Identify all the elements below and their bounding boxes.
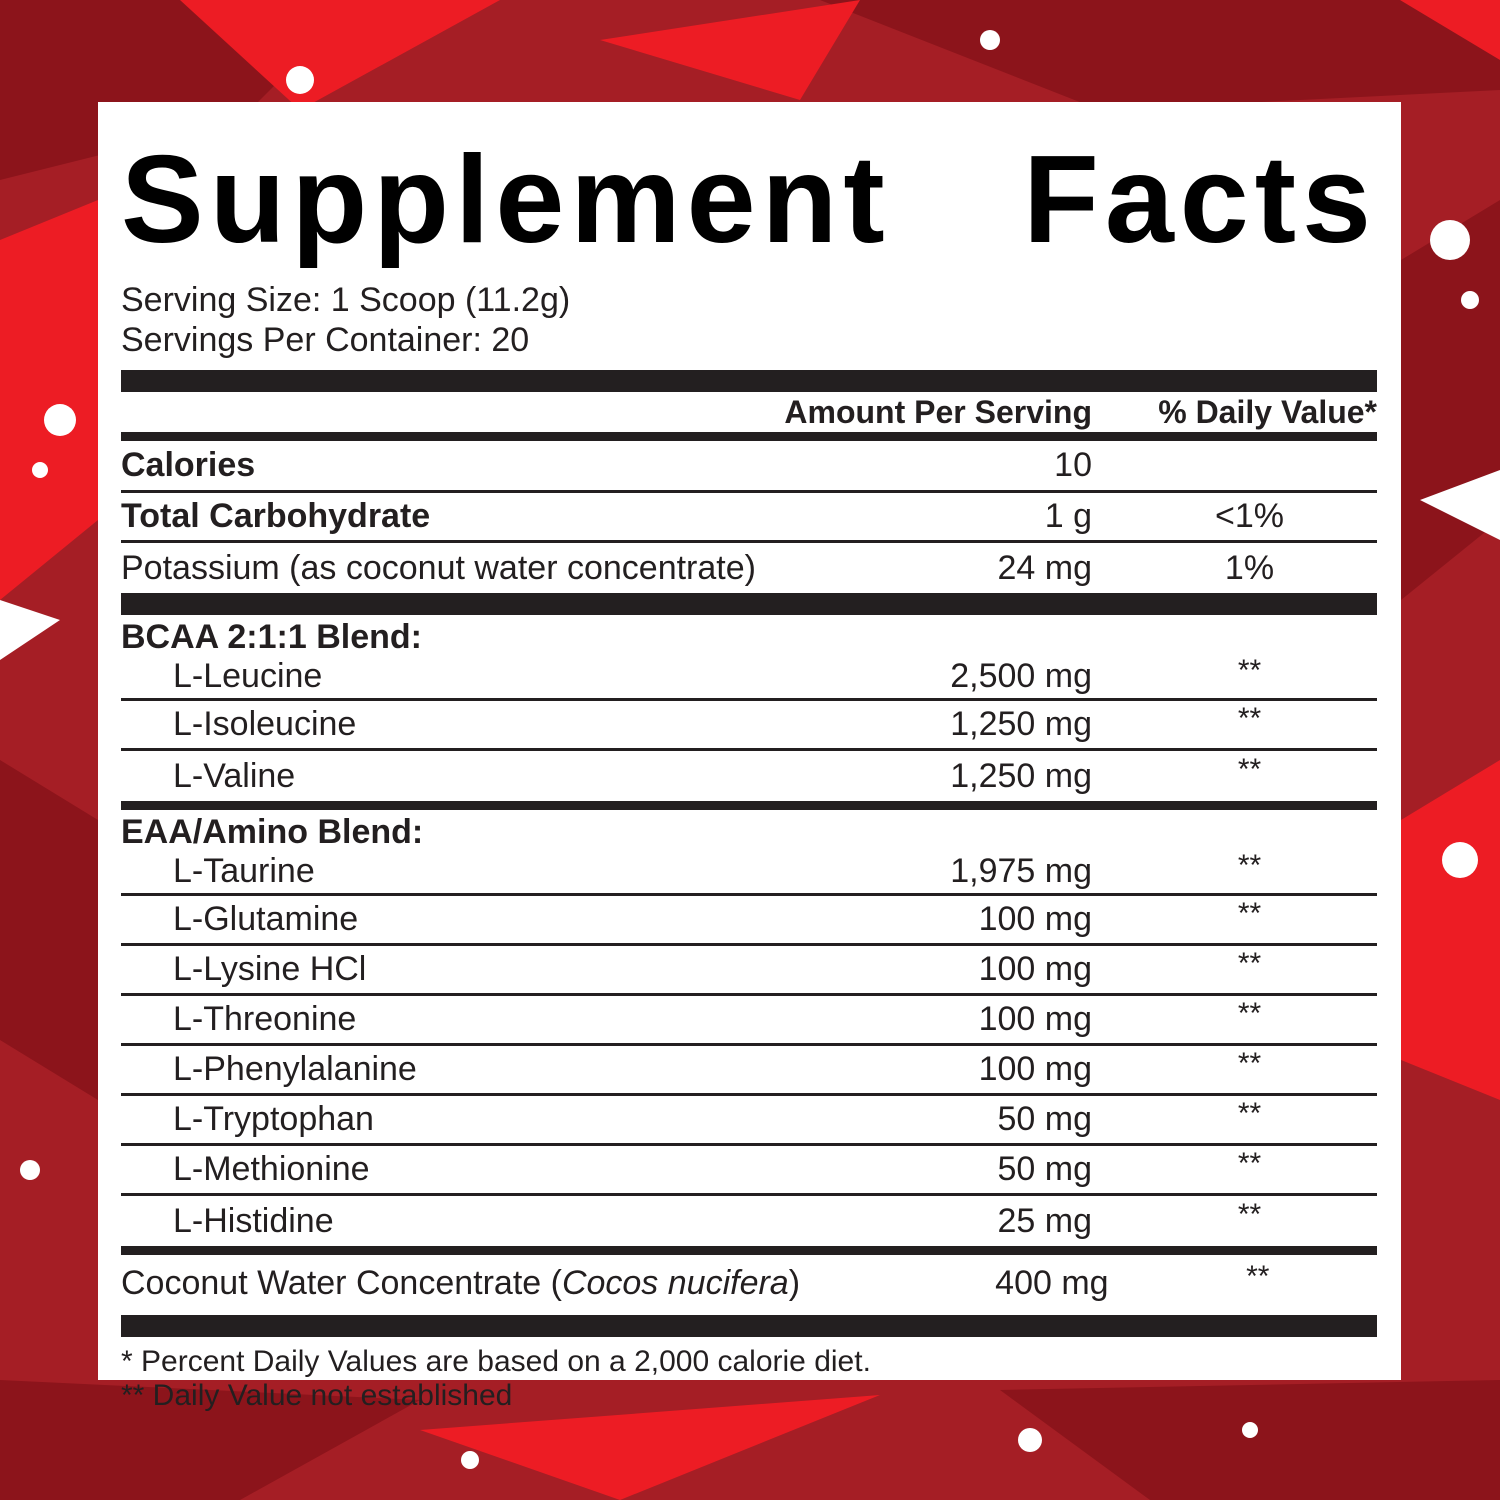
ingredient-name: L-Tryptophan <box>173 1100 374 1138</box>
section-divider <box>121 1246 1377 1255</box>
thick-divider <box>121 1315 1377 1337</box>
nutrient-amount: 1 g <box>1044 497 1092 535</box>
ingredient-name: L-Leucine <box>173 657 323 695</box>
serving-size: Serving Size: 1 Scoop (11.2g) <box>121 281 571 319</box>
ingredient-row <box>121 946 1377 996</box>
ingredient-name: L-Glutamine <box>173 900 359 938</box>
ingredient-dv: ** <box>1237 946 1262 980</box>
ingredient-amount: 100 mg <box>978 1050 1092 1088</box>
daily-value-header: % Daily Value* <box>1158 393 1377 430</box>
coconut-latin-name: Cocos nucifera <box>561 1263 789 1302</box>
ingredient-dv: ** <box>1237 1096 1262 1130</box>
coconut-amount: 400 mg <box>995 1263 1109 1302</box>
nutrient-row <box>121 441 1377 493</box>
ingredient-name: L-Histidine <box>173 1201 334 1240</box>
ingredient-dv: ** <box>1237 701 1262 735</box>
ingredient-name: L-Isoleucine <box>173 705 357 743</box>
nutrient-amount: 24 mg <box>997 548 1092 587</box>
facts-title: Supplement Facts <box>121 131 1377 269</box>
ingredient-row <box>121 1146 1377 1196</box>
thick-divider <box>121 593 1377 615</box>
nutrient-name: Calories <box>121 446 256 484</box>
ingredient-amount: 100 mg <box>978 1000 1092 1038</box>
footnote-not-established: ** Daily Value not established <box>121 1379 513 1412</box>
ingredient-row <box>121 655 1377 701</box>
ingredient-name: L-Phenylalanine <box>173 1050 417 1088</box>
ingredient-dv: ** <box>1237 848 1262 882</box>
nutrient-name: Potassium (as coconut water concentrate) <box>121 548 756 587</box>
nutrient-name: Total Carbohydrate <box>121 497 431 535</box>
ingredient-row <box>121 896 1377 946</box>
nutrient-amount: 10 <box>1054 446 1092 484</box>
ingredient-amount: 1,250 mg <box>950 705 1092 743</box>
thick-divider <box>121 370 1377 392</box>
ingredient-dv: ** <box>1237 653 1262 687</box>
ingredient-name: L-Valine <box>173 756 296 795</box>
ingredient-amount: 1,975 mg <box>950 852 1092 890</box>
ingredient-row <box>121 1046 1377 1096</box>
column-header <box>121 392 1377 432</box>
ingredient-dv: ** <box>1237 753 1262 786</box>
ingredient-row <box>121 1196 1377 1246</box>
coconut-row <box>121 1255 1377 1311</box>
ingredient-row <box>121 850 1377 896</box>
ingredient-dv: ** <box>1237 1198 1262 1231</box>
coconut-dv: ** <box>1246 1260 1270 1293</box>
ingredient-dv: ** <box>1237 896 1262 930</box>
ingredient-amount: 100 mg <box>978 900 1092 938</box>
section-divider <box>121 801 1377 810</box>
supplement-facts-panel <box>98 102 1401 1412</box>
servings-per-container: Servings Per Container: 20 <box>121 321 530 359</box>
ingredient-row <box>121 1096 1377 1146</box>
header-divider <box>121 432 1377 441</box>
ingredient-dv: ** <box>1237 996 1262 1030</box>
eaa-blend-heading: EAA/Amino Blend: <box>121 813 424 851</box>
ingredient-amount: 1,250 mg <box>950 756 1092 795</box>
ingredient-row <box>121 751 1377 801</box>
ingredient-amount: 50 mg <box>997 1100 1092 1138</box>
ingredient-amount: 2,500 mg <box>950 657 1092 695</box>
ingredient-dv: ** <box>1237 1146 1262 1180</box>
ingredient-dv: ** <box>1237 1046 1262 1080</box>
ingredient-row <box>121 996 1377 1046</box>
bcaa-blend-heading: BCAA 2:1:1 Blend: <box>121 618 422 656</box>
nutrient-dv: <1% <box>1215 497 1284 535</box>
nutrient-dv: 1% <box>1224 548 1275 587</box>
ingredient-amount: 100 mg <box>978 950 1092 988</box>
ingredient-name: L-Methionine <box>173 1150 370 1188</box>
ingredient-row <box>121 701 1377 751</box>
footnote-daily-values: * Percent Daily Values are based on a 2,000 calorie diet. <box>121 1345 871 1378</box>
nutrient-row <box>121 493 1377 543</box>
ingredient-name: L-Threonine <box>173 1000 357 1038</box>
amount-header: Amount Per Serving <box>784 393 1092 430</box>
ingredient-amount: 25 mg <box>997 1201 1092 1240</box>
ingredient-amount: 50 mg <box>997 1150 1092 1188</box>
nutrient-row <box>121 543 1377 593</box>
ingredient-name: L-Taurine <box>173 852 315 890</box>
ingredient-name: L-Lysine HCl <box>173 950 367 988</box>
coconut-name: Coconut Water Concentrate (Cocos nucifera) <box>121 1263 801 1302</box>
